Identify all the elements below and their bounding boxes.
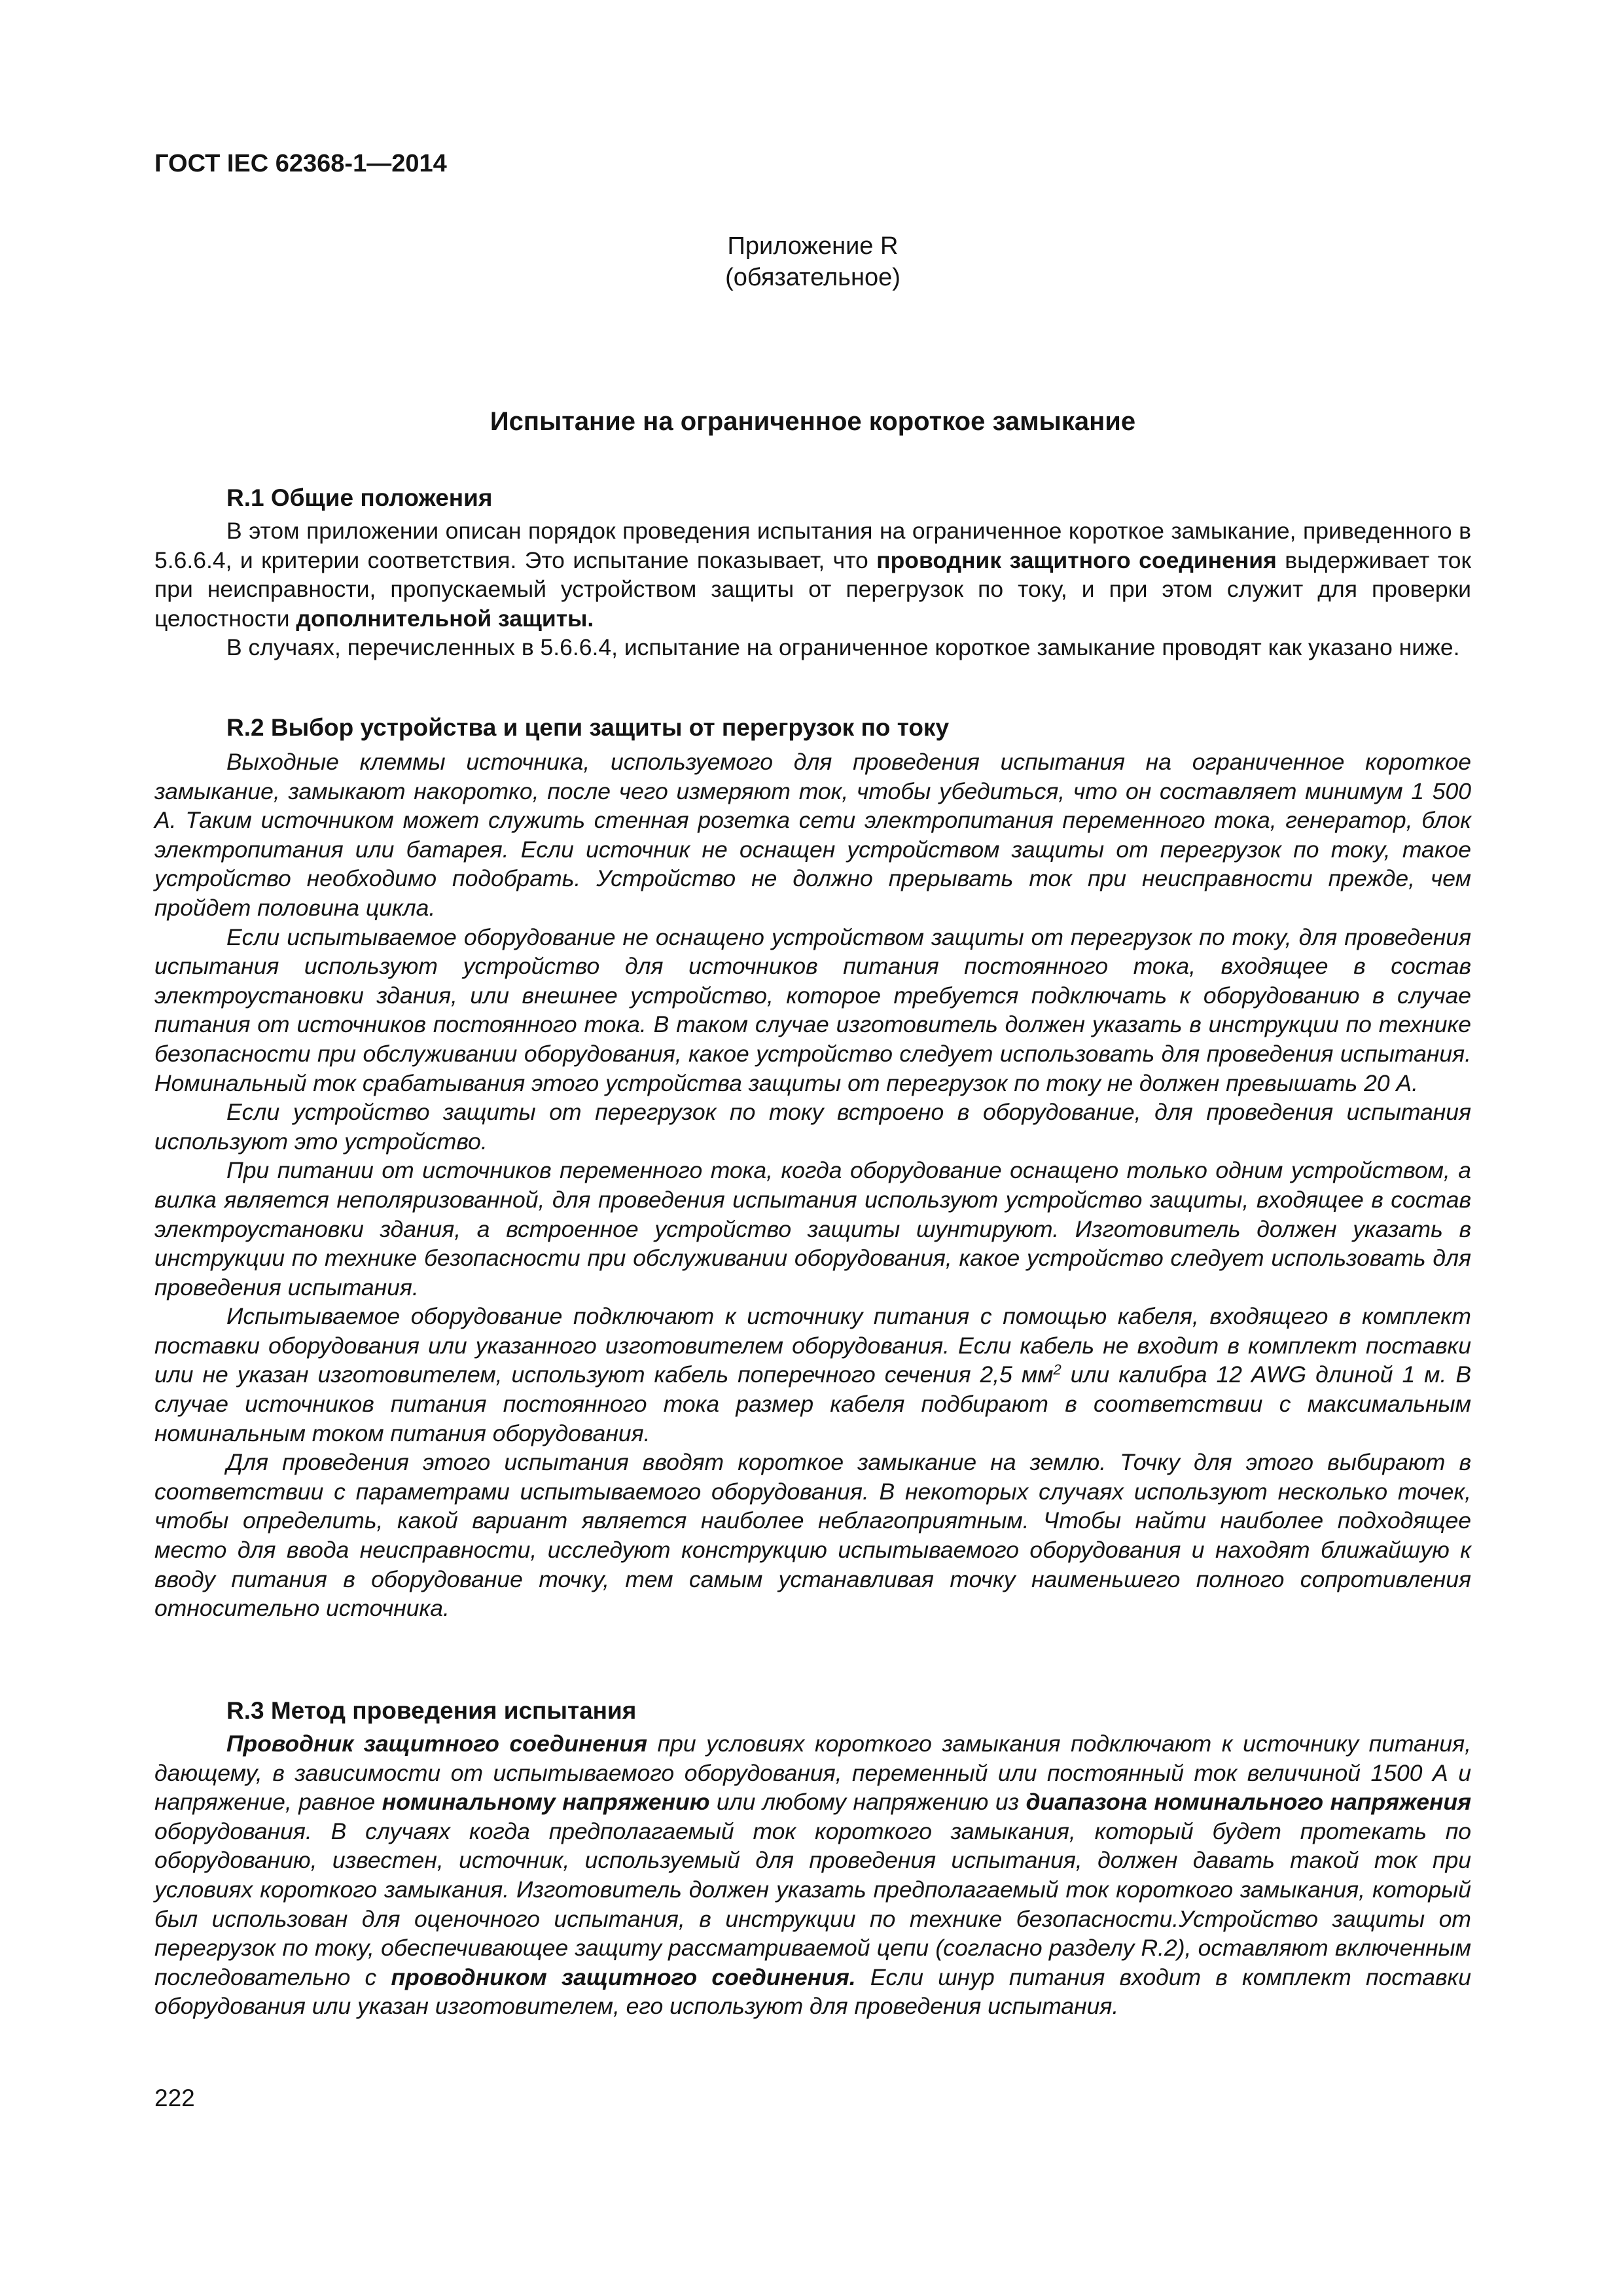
r3-p1-term-bonding-conductor: Проводник защитного соединения [226,1731,647,1757]
r2-paragraph-3: Если устройство защиты от перегрузок по току встроено в оборудование, для проведения испытания используют это устройство. [154,1099,1471,1155]
r3-p1-text-f: оборудования. В случаях когда предполагаемый ток короткого замыкания, который будет протекать по оборудованию, известен, источник, используемый для проведения испытания, должен давать такой ток при условиях короткого замыкания. Изготовитель должен указать предполагаемый ток короткого замыкания, который был использован для оценочного испытания, в инструкции по технике безопасности.Устройство защиты от перегрузок по току, обеспечивающее защиту рассматриваемой цепи (согласно разделу R.2), оставляют включенным последовательно с [154,1818,1471,1990]
r2-paragraph-1: Выходные клеммы источника, используемого для проведения испытания на ограниченное короткое замыкание, замыкают накоротко, после чего измеряют ток, чтобы убедиться, что он составляет минимум 1 500 А. Таким источником может служить стенная розетка сети электропитания переменного тока, генератор, блок электропитания или батарея. Если источник не оснащен устройством защиты от перегрузок по току, такое устройство необходимо подобрать. Устройство не должно прерывать ток при неисправности прежде, чем пройдет половина цикла. [154,749,1471,921]
r1-paragraph-1 [154,516,1471,633]
r3-p1-term-rated-voltage: номинальному напряжению [382,1789,710,1816]
r1-p1-term-bonding-conductor: проводник защитного соединения [876,547,1277,573]
r2-p5-text-a: Испытываемое оборудование подключают к источнику питания с помощью кабеля, входящего в комплект поставки оборудования или указанного изготовителем оборудования. Если кабель не входит в комплект поставки или не указан изготовителем, используют кабель поперечного сечения 2,5 мм [154,1303,1471,1388]
r3-p1-text-d: или любому напряжению из [709,1789,1026,1816]
r3-p1-term-rated-voltage-range: диапазона номинального напряжения [1026,1789,1471,1816]
annex-label: Приложение R [727,232,899,260]
r2-p5-text-b: или калибра 12 AWG длиной 1 м. В случае источников питания постоянного тока размер кабеля подбирают в соответствии с максимальным номинальным током питания оборудования. [154,1361,1471,1446]
annex-status: (обязательное) [725,264,901,291]
r3-p1-text-b: при условиях короткого замыкания подключают к источнику питания, дающему, в зависимости от испытываемого оборудования, переменный или постоянный ток величиной 1500 А и напряжение, равное [154,1731,1471,1816]
standard-code-header: ГОСТ IEC 62368-1—2014 [154,150,447,177]
r2-paragraph-6: Для проведения этого испытания вводят короткое замыкание на землю. Точку для этого выбирают в соответствии с параметрами испытываемого оборудования. В некоторых случаях используют несколько точек, чтобы определить, какой вариант является наиболее неблагоприятным. Чтобы найти наиболее подходящее место для ввода неисправности, исследуют конструкцию испытываемого оборудования и находят ближайшую к вводу питания в оборудование точку, тем самым устанавливая точку наименьшего полного сопротивления относительно источника. [154,1449,1471,1622]
section-r1-heading: R.1 Общие положения [226,484,493,511]
r2-paragraph-5 [154,1302,1471,1448]
section-r2-heading: R.2 Выбор устройства и цепи защиты от перегрузок по току [226,714,950,741]
annex-block [154,230,1471,293]
section-r3-body [154,1729,1471,2021]
section-r2-body [154,747,1471,1623]
r1-p1-text-c: выдерживает ток при неисправности, пропускаемый устройством защиты от перегрузок по току, и при этом служит для проверки целостности [154,547,1471,632]
page-number: 222 [154,2085,195,2111]
r1-p1-term-supplementary-safeguard: дополнительной защиты. [296,605,594,632]
r3-p1-term-bonding-conductor-2: проводником защитного соединения. [391,1964,856,1990]
section-r1-body [154,516,1471,662]
r2-paragraph-4: При питании от источников переменного тока, когда оборудование оснащено только одним устройством, а вилка является неполяризованной, для проведения испытания используют устройство защиты, входящее в состав электроустановки здания, а встроенное устройство защиты шунтируют. Изготовитель должен указать в инструкции по технике безопасности при обслуживании оборудования, какое устройство следует использовать для проведения испытания. [154,1157,1471,1300]
r1-p1-text-a: В этом приложении описан порядок проведения испытания на ограниченное короткое замыкание, приведенного в 5.6.6.4, и критерии соответствия. Это испытание показывает, что [154,518,1471,573]
r3-p1-text-h: Если шнур питания входит в комплект поставки оборудования или указан изготовителем, его используют для проведения испытания. [154,1964,1471,2020]
annex-title: Испытание на ограниченное короткое замыкание [490,407,1136,436]
r1-paragraph-2: В случаях, перечисленных в 5.6.6.4, испытание на ограниченное короткое замыкание проводят как указано ниже. [226,634,1460,661]
r2-p5-superscript: 2 [1053,1361,1061,1378]
r3-paragraph-1 [154,1729,1471,2021]
r2-paragraph-2: Если испытываемое оборудование не оснащено устройством защиты от перегрузок по току, для проведения испытания используют устройство для источников питания постоянного тока, входящее в состав электроустановки здания, или внешнее устройство, которое требуется подключать к оборудованию в случае питания от источников постоянного тока. В таком случае изготовитель должен указать в инструкции по технике безопасности при обслуживании оборудования, какое устройство следует использовать для проведения испытания. Номинальный ток срабатывания этого устройства защиты от перегрузок по току не должен превышать 20 А. [154,924,1471,1096]
section-r3-heading: R.3 Метод проведения испытания [226,1697,637,1724]
